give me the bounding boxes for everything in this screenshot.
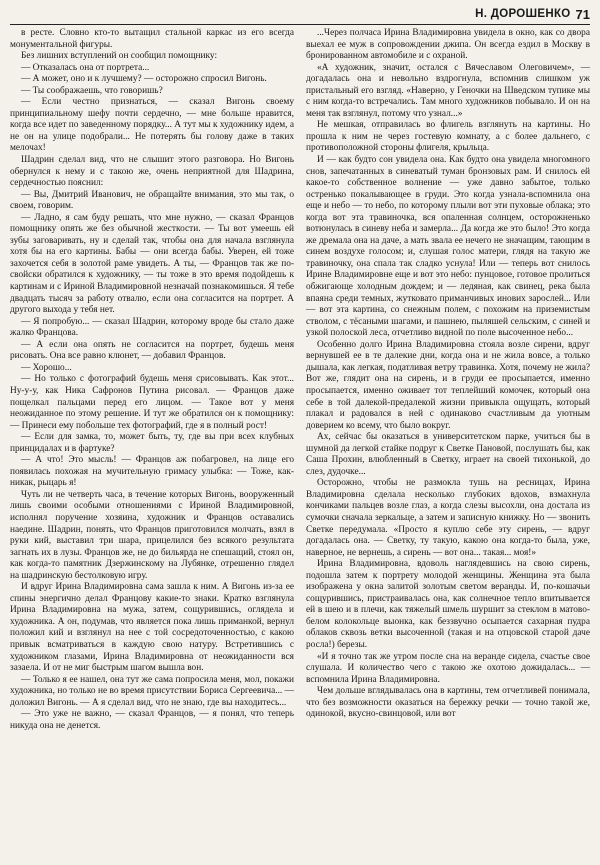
paragraph: в ресте. Словно кто-то вытащил стальной каркас из его всегда монументальной фигуры. xyxy=(10,28,294,50)
paragraph: Чем дольше вглядывалась она в картины, тем отчетливей понимала, что без возможности оказаться на бережку речки — точно такой же, одинокой, вкусно-свинцовой, или вот xyxy=(306,686,590,720)
paragraph: Без лишних вступлений он сообщил помощнику: xyxy=(21,51,218,62)
running-header xyxy=(10,4,590,25)
paragraph: Чуть ли не четверть часа, в течение которых Вигонь, вооруженный лишь своими особыми отношениями с Ириной Владимировной, исполнял поручение хозяина, художник и Францов оставались наедине. Шадрин, понять, что Францов приготовился молчать, взял в руки кий, выставил три шара, прицелился без всякого результата загнать их в лузы. Францов же, не до бильярда не спешащий, стоял он, как когда-то памятник Дзержинскому на Лубянке, отрешенно глядел на шадринскую бестолковую игру. xyxy=(10,489,294,581)
paragraph: — Это уже не важно, — сказал Францов, — я понял, что теперь никуда она не денется. xyxy=(10,709,294,731)
paragraph: «А художник, значит, остался с Вячеславом Олеговичем», — догадалась она и невольно вздрогнула, вспомнив слишком уж пристальный его взгляд. «Наверно, у Геночки на Шведском тупике мы с ним когда-то встречались. Там много художников побывало. И он на меня так взглянул, потому что узнал...» xyxy=(306,62,590,119)
paragraph: Не мешкая, отправилась во флигель взглянуть на картины. Но прошла к ним не через гостевую комнату, а с более дальнего, с противоположной стороны флигеля, крыльца. xyxy=(306,120,590,154)
paragraph: — А может, оно и к лучшему? — осторожно спросил Вигонь. xyxy=(21,74,267,85)
paragraph: — А что! Это мысль! — Францов аж побагровел, на лице его появилась похожая на мучительную гримасу улыбка: — Тоже, как-никак, рыцарь я! xyxy=(10,455,294,489)
paragraph: — Я попробую... — сказал Шадрин, которому вроде бы стало даже жалко Францова. xyxy=(10,316,294,339)
paragraph: — Отказалась она от портрета... xyxy=(21,62,150,73)
paragraph: И вдруг Ирина Владимировна сама зашла к ним. А Вигонь из-за ее спины энергично делал Францову какие-то знаки. Кратко взглянула Ирина Владимировна на мужа, затем, сощурившись, оглядела и художника. А он, подумав, что является пока лишь приманкой, вернул положил кий и взглянул на нее с той сосредоточенностью, с какою привык всматриваться в каждую свою натуру. Встретившись с художником глазами, Ирина Владимировна от неожиданности вся зазаела. И от не миг быстрым шагом вышла вон. xyxy=(10,582,294,674)
paragraph: — А если она опять не согласится на портрет, будешь меня рисовать. Она все равно клюнет, — добавил Францов. xyxy=(10,339,294,362)
paragraph: Особенно долго Ирина Владимировна стояла возле сирени, вдруг вернувшей ее в те далекие дни, когда она и не жила вовсе, а только дышала, как легкая, податливая ветру травинка. Хотя, почему не жила? Вот же, глядит она на сирень, и в груди ее просыпается, именно просыпается, именно оживает тот теплейший комочек, который она себе в той далекой-предалекой жизни привыкла ощущать, который плакал и радовался в ней с одинаково счастливым да уютным доверием ко всему, что было вокруг. xyxy=(306,339,590,431)
left-column xyxy=(10,28,294,860)
paragraph: — Но только с фотографий будешь меня срисовывать. Как этот... Ну-у-у, как Ника Сафронов Путина рисовал. — Францов даже пощелкал пальцами перед его лицом. — Такое вот у меня неожиданное по этому решение. И тут же обратился он к помощнику: — Принеси ему побольше тех фотографий, где я в полный рост! xyxy=(10,374,294,431)
paragraph: — Если честно признаться, — сказал Вигонь своему принципиальному шефу почти сердечно, — мне больше нравится, когда все идет по заведенному порядку... А тут мы к художнику идем, а не он на улице подобрали... Не потерять бы голову даже в таких мелочах! xyxy=(10,97,294,154)
paragraph: — Вы, Дмитрий Иванович, не обращайте внимания, это мы так, о своем, говорим. xyxy=(10,189,294,212)
paragraph: — Если для замка, то, может быть, ту, где вы при всех клубных принцидалах и в фартуке? xyxy=(10,432,294,454)
page-number: 71 xyxy=(575,6,590,22)
text-columns xyxy=(10,28,590,860)
paragraph: И — как будто сон увидела она. Как будто она увидела многомного снов, запечатанных в синеватый туман бронзовых рам. И снилось ей какое-то собственное волнение — уже давно забытое, только остренько покалывающее в груди. Это когда узнала-вспомнила она еще и небо — то небо, по которому плыли вот эти пуховые облака; это когда вот эта травиночка, вся опаленная солнцем, осторожненько вотюнулась в синеву неба и замерла... Да когда же это было! Это когда же дремала она на даче, а мать звала ее нечего не значащим, тающим в синем воздухе голосом; и, слушая голос матери, глядя на такую же травиночку, она спала так сладко уснула! Или — теперь вот снилось Ирине Владимировне еще и вот это небо: пунцовое, готовое пролиться обжигающе холодным дождем; и — ледяная, как свинец, река была впаяна среди темных, жутковато приманчивых инових зарослей... Или — вот эта картина, со снежным полем, с похожим на приземистым стволом, с тёсаными шагами, и пашнею, пыляшей сельским, с синей и узкой полоской леса, отчетливо видной по поле высоченное небо... xyxy=(306,155,590,339)
paragraph: Шадрин сделал вид, что не слышит этого разговора. Но Вигонь обернулся к нему и с такою же, очень неприятной для Шадрина, сердечностью пояснил: xyxy=(10,155,294,189)
paragraph: ...Через полчаса Ирина Владимировна увидела в окно, как со двора выехал ее муж в сопровождении джипа. Он всегда ездил в Москву в бронированном автомобиле и с охраной. xyxy=(306,28,590,62)
paragraph: «И я точно так же утром после сна на веранде сидела, счастье свое слушала. И количество чего с такою же охотою дожидалась... — вспомнила Ирина Владимировна. xyxy=(306,651,590,685)
header-author: Н. ДОРОШЕНКО xyxy=(475,8,571,20)
paragraph: — Ты соображаешь, что говоришь? xyxy=(21,85,163,96)
paragraph: Ах, сейчас бы оказаться в университетском парке, учиться бы в шумной да легкой стайке подруг к Светке Пановой, послушать бы, как Саша Прохин, влюбленный в Светку, играет на своей тихонькой, до слез, дудочке... xyxy=(306,432,590,477)
paragraph: Осторожно, чтобы не размокла тушь на ресницах, Ирина Владимировна сделала несколько глубоких вдохов, взмахнула кончиками пальцев возле глаз, а когда слезы высохли, она достала из сумочки сначала зеркальце, а затем и записную книжку. Но — звонить Светке передумала. «Просто я куплю себе эту сирень, — вдруг догадалась она. — Светку, ту такую, какою она когда-то была, уже, наверное, не вернешь, а сирень — вот она... такая... моя!» xyxy=(306,478,590,558)
paragraph: — Ладно, я сам буду решать, что мне нужно, — сказал Францов помощнику опять же без обычной жесткости. — Ты вот умеешь ей зубы заговаривать, ну и сделай так, чтобы она для начала взглянула хотя бы на его картины. Бабы — они всегда бабы. Уверен, ей тоже захочется себя в золотой раме увидеть. А ты, — Францов так же по-свойски обратился к художнику, — ты тоже в это время подойдешь к картинам и с Ириной Владимировной незначай познакомишься. Я тебе двадцать тысяч за работу отвалю, если она согласится на портрет. А другого выхода у тебя нет. xyxy=(10,212,294,316)
paragraph: Ирина Владимировна, вдоволь наглядевшись на свою сирень, подошла затем к портрету молодой женщины. Женщина эта была изображена у окна залитой золотым светом веранды. И, по-кошачьи сощурившись, пристраивалась она, как солнечное тепло впитывается ей в шею и в плечи, как тяжелый шмель шуршит за стеклом в матово-белом колокольце выонка, как беззвучно осыпается сахарная пудра облаков сквозь ветки высоченной (такая и на отцовской старой даче росла!) березы. xyxy=(306,559,590,650)
paragraph: — Хорошо... xyxy=(21,362,72,373)
right-column xyxy=(306,28,590,860)
paragraph: — Только я ее нашел, она тут же сама попросила меня, мол, покажи художника, но только не во время присутствии Бориса Сергеевича... — доложил Вигонь. — А я сделал вид, что не знаю, где вы находитесь... xyxy=(10,674,294,708)
